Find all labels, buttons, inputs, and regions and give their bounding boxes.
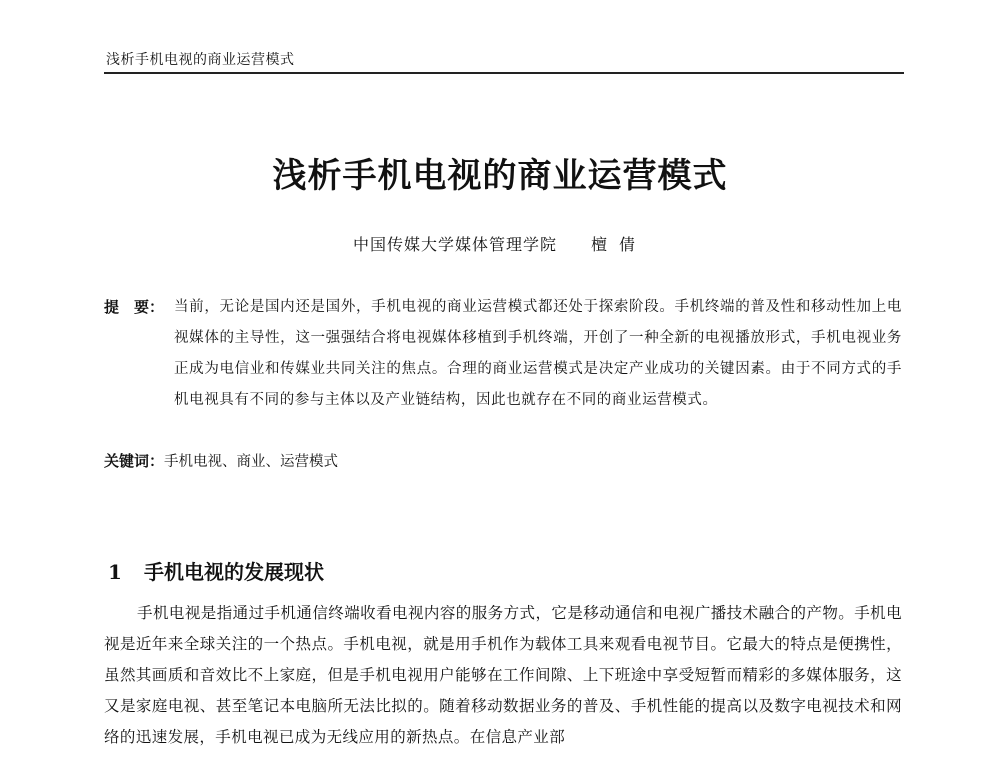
abstract-label: 提 要： <box>104 298 165 316</box>
paper-title: 浅析手机电视的商业运营模式 <box>272 156 728 196</box>
section-title: 手机电视的发展现状 <box>144 560 324 584</box>
byline <box>0 232 1000 255</box>
affiliation: 中国传媒大学媒体管理学院 <box>352 235 557 254</box>
keywords-label: 关键词： <box>104 452 165 470</box>
abstract <box>104 292 902 416</box>
running-header-text: 浅析手机电视的商业运营模式 <box>106 52 295 68</box>
running-header <box>104 48 904 74</box>
author: 檀倩 <box>591 235 648 254</box>
section-paragraph: 手机电视是指通过手机通信终端收看电视内容的服务方式，它是移动通信和电视广播技术融合的产物。手机电视是近年来全球关注的一个热点。手机电视，就是用手机作为载体工具来观看电视节目。它最大的特点是便携性，虽然其画质和音效比不上家庭，但是手机电视用户能够在工作间隙、上下班途中享受短暂而精彩的多媒体服务，这又是家庭电视、甚至笔记本电脑所无法比拟的。随着移动数据业务的普及、手机性能的提高以及数字电视技术和网络的迅速发展，手机电视已成为无线应用的新热点。在信息产业部 <box>104 604 902 746</box>
abstract-text: 当前，无论是国内还是国外，手机电视的商业运营模式都还处于探索阶段。手机终端的普及性和移动性加上电视媒体的主导性，这一强强结合将电视媒体移植到手机终端，开创了一种全新的电视播放形式，手机电视业务正成为电信业和传媒业共同关注的焦点。合理的商业运营模式是决定产业成功的关键因素。由于不同方式的手机电视具有不同的参与主体以及产业链结构，因此也就存在不同的商业运营模式。 <box>174 299 902 408</box>
keywords <box>104 448 902 475</box>
section-heading <box>108 556 324 585</box>
keywords-text: 手机电视、商业、运营模式 <box>164 454 339 470</box>
section-number: 1 <box>108 560 122 584</box>
